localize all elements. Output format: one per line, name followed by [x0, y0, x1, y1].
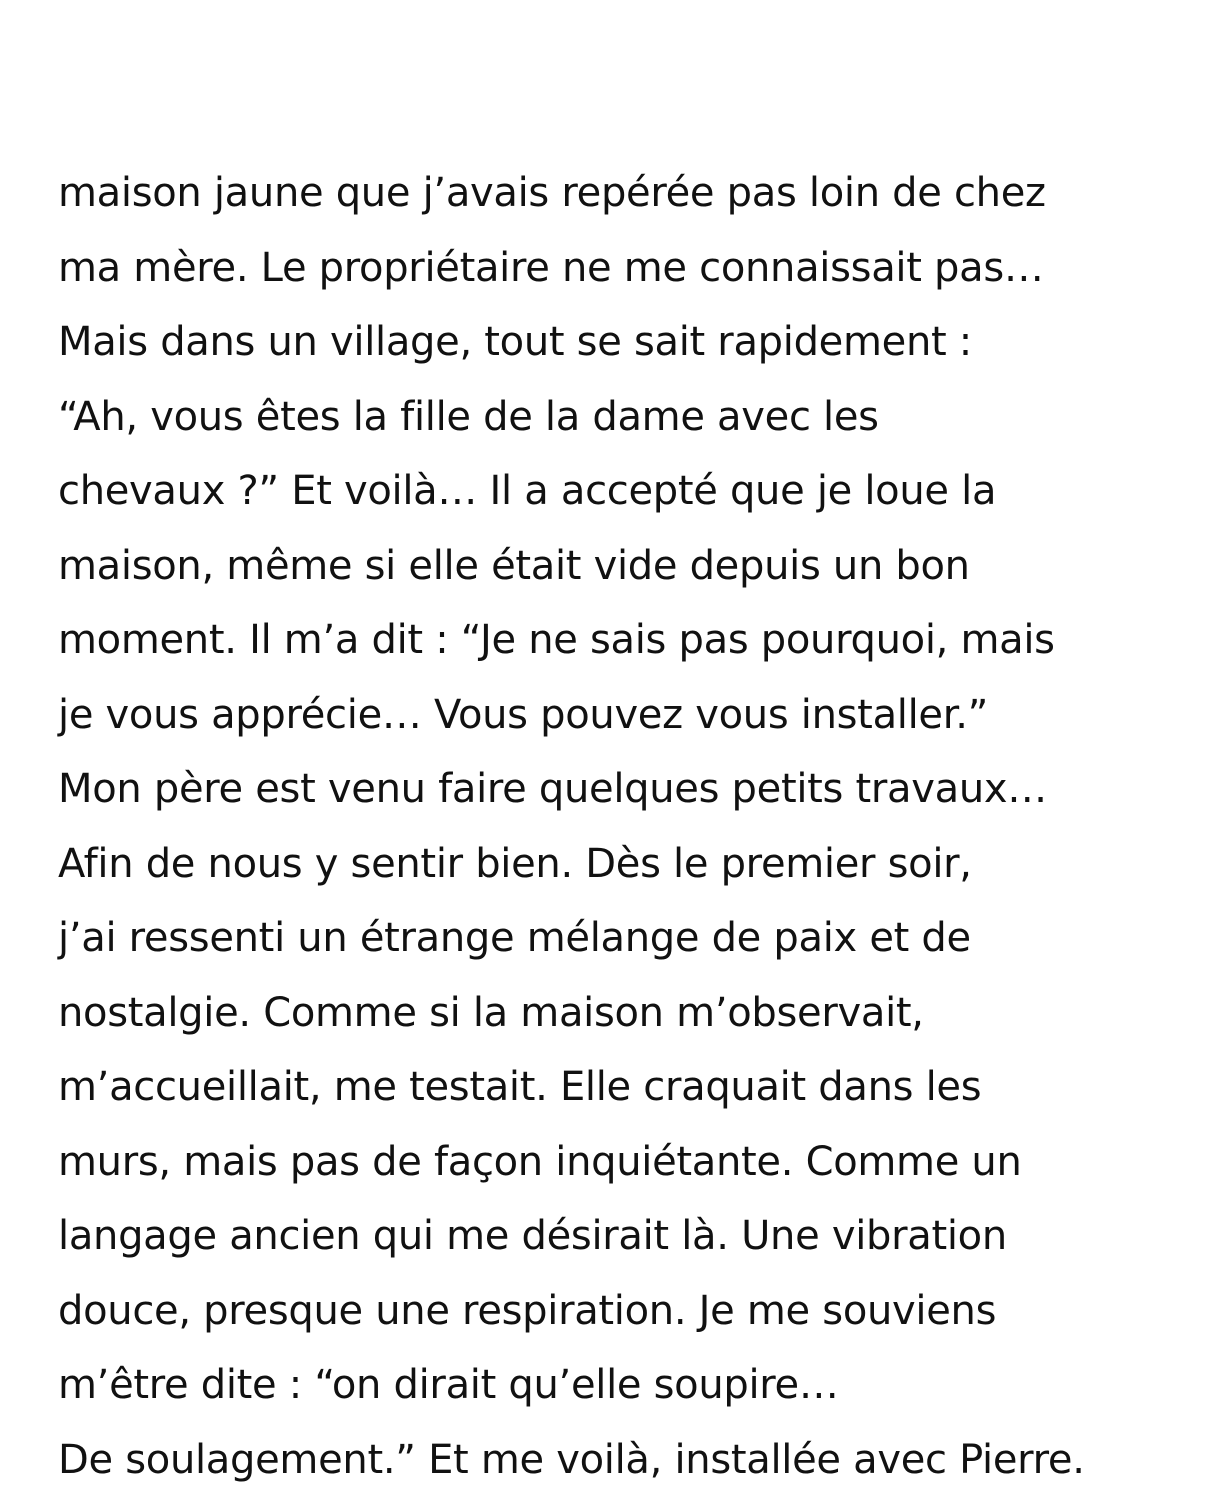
text-line: j’ai ressenti un étrange mélange de paix et de — [58, 901, 1208, 976]
text-line: maison jaune que j’avais repérée pas loin de chez — [58, 156, 1208, 231]
text-line: maison, même si elle était vide depuis un bon — [58, 529, 1208, 604]
text-line: douce, presque une respiration. Je me souviens — [58, 1274, 1208, 1349]
text-line: De soulagement.” Et me voilà, installée avec Pierre. — [58, 1423, 1208, 1497]
text-line: “Ah, vous êtes la fille de la dame avec les — [58, 380, 1208, 455]
text-line: murs, mais pas de façon inquiétante. Comme un — [58, 1125, 1208, 1200]
text-line: m’être dite : “on dirait qu’elle soupire… — [58, 1348, 1208, 1423]
text-line: langage ancien qui me désirait là. Une vibration — [58, 1199, 1208, 1274]
text-line: moment. Il m’a dit : “Je ne sais pas pourquoi, mais — [58, 603, 1208, 678]
text-line: nostalgie. Comme si la maison m’observait, — [58, 976, 1208, 1051]
text-line: Afin de nous y sentir bien. Dès le premier soir, — [58, 827, 1208, 902]
text-line: Mais dans un village, tout se sait rapidement : — [58, 305, 1208, 380]
text-line: ma mère. Le propriétaire ne me connaissait pas… — [58, 231, 1208, 306]
body-text — [58, 156, 1208, 1497]
text-line: je vous apprécie… Vous pouvez vous installer.” — [58, 678, 1208, 753]
text-line: chevaux ?” Et voilà… Il a accepté que je loue la — [58, 454, 1208, 529]
text-line: Mon père est venu faire quelques petits travaux… — [58, 752, 1208, 827]
text-line: m’accueillait, me testait. Elle craquait dans les — [58, 1050, 1208, 1125]
